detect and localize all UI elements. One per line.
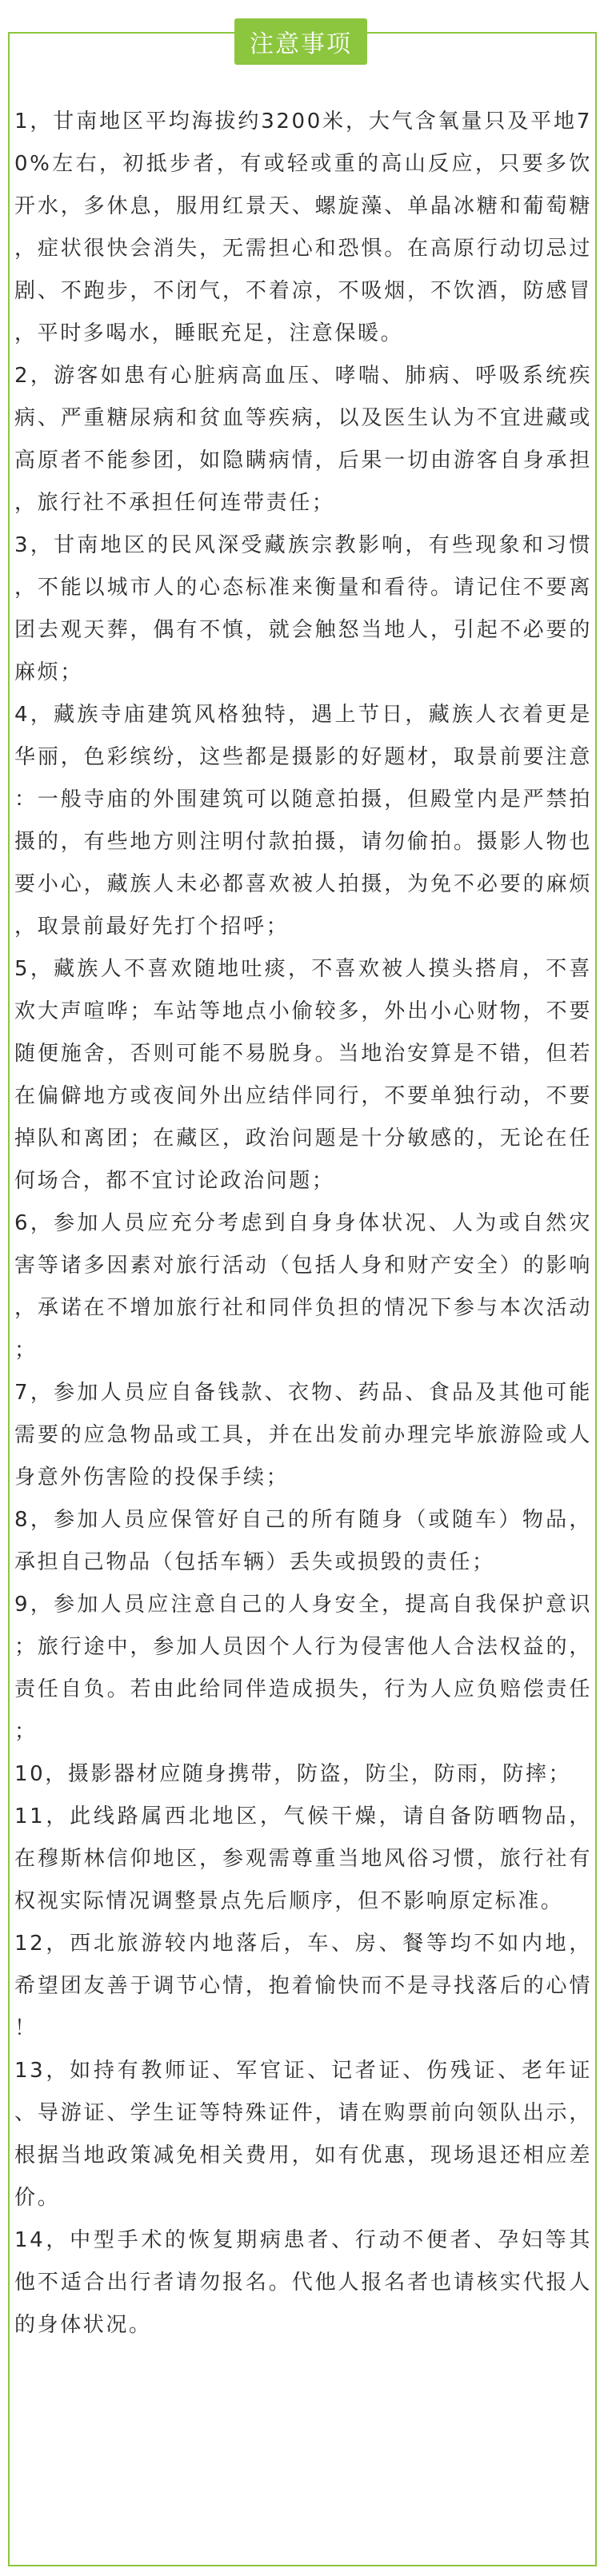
notice-item-11: 11，此线路属西北地区，气候干燥，请自备防晒物品，在穆斯林信仰地区，参观需尊重当地风俗习惯，旅行社有权视实际情况调整景点先后顺序，但不影响原定标准。 xyxy=(14,1804,592,1913)
notice-item-7: 7，参加人员应自备钱款、衣物、药品、食品及其他可能需要的应急物品或工具，并在出发前办理完毕旅游险或人身意外伤害险的投保手续； xyxy=(14,1381,592,1489)
notice-item-5: 5，藏族人不喜欢随地吐痰，不喜欢被人摸头搭肩，不喜欢大声喧哗；车站等地点小偷较多，外出小心财物，不要随便施舍，否则可能不易脱身。当地治安算是不错，但若在偏僻地方或夜间外出应结伴同行，不要单独行动，不要掉队和离团；在藏区，政治问题是十分敏感的，无论在任何场合，都不宜讨论政治问题； xyxy=(14,957,592,1193)
notice-item-3: 3，甘南地区的民风深受藏族宗教影响，有些现象和习惯，不能以城市人的心态标准来衡量和看待。请记住不要离团去观天葬，偶有不慎，就会触怒当地人，引起不必要的麻烦； xyxy=(14,533,592,684)
notice-item-14: 14，中型手术的恢复期病患者、行动不便者、孕妇等其他不适合出行者请勿报名。代他人报名者也请核实代报人的身体状况。 xyxy=(14,2228,592,2337)
notice-item-12: 12，西北旅游较内地落后，车、房、餐等均不如内地，希望团友善于调节心情，抱着愉快而不是寻找落后的心情！ xyxy=(14,1932,592,2040)
notice-item-13: 13，如持有教师证、军官证、记者证、伤残证、老年证、导游证、学生证等特殊证件，请在购票前向领队出示，根据当地政策减免相关费用，如有优惠，现场退还相应差价。 xyxy=(14,2059,592,2210)
notice-item-2: 2，游客如患有心脏病高血压、哮喘、肺病、呼吸系统疾病、严重糖尿病和贫血等疾病，以及医生认为不宜进藏或高原者不能参团，如隐瞒病情，后果一切由游客自身承担，旅行社不承担任何连带责任； xyxy=(14,364,592,515)
notice-item-8: 8，参加人员应保管好自己的所有随身（或随车）物品，承担自己物品（包括车辆）丢失或损毁的责任； xyxy=(14,1508,592,1574)
notice-item-6: 6，参加人员应充分考虑到自身身体状况、人为或自然灾害等诸多因素对旅行活动（包括人身和财产安全）的影响，承诺在不增加旅行社和同伴负担的情况下参与本次活动； xyxy=(14,1211,592,1362)
notice-content xyxy=(14,101,592,2347)
notice-title: 注意事项 xyxy=(250,30,352,58)
notice-item-10: 10，摄影器材应随身携带，防盗，防尘，防雨，防摔； xyxy=(14,1762,572,1786)
notice-item-9: 9，参加人员应注意自己的人身安全，提高自我保护意识；旅行途中，参加人员因个人行为侵害他人合法权益的，责任自负。若由此给同伴造成损失，行为人应负赔偿责任； xyxy=(14,1593,592,1744)
notice-item-4: 4，藏族寺庙建筑风格独特，遇上节日，藏族人衣着更是华丽，色彩缤纷，这些都是摄影的好题材，取景前要注意：一般寺庙的外围建筑可以随意拍摄，但殿堂内是严禁拍摄的，有些地方则注明付款拍摄，请勿偷拍。摄影人物也要小心，藏族人未必都喜欢被人拍摄，为免不必要的麻烦，取景前最好先打个招呼； xyxy=(14,703,592,939)
notice-item-1: 1，甘南地区平均海拔约3200米，大气含氧量只及平地70%左右，初抵步者，有或轻或重的高山反应，只要多饮开水，多休息，服用红景天、螺旋藻、单晶冰糖和葡萄糖，症状很快会消失，无需担心和恐惧。在高原行动切忌过剧、不跑步，不闭气，不着凉，不吸烟，不饮酒，防感冒，平时多喝水，睡眠充足，注意保暖。 xyxy=(14,110,592,345)
notice-title-tab xyxy=(234,18,367,65)
